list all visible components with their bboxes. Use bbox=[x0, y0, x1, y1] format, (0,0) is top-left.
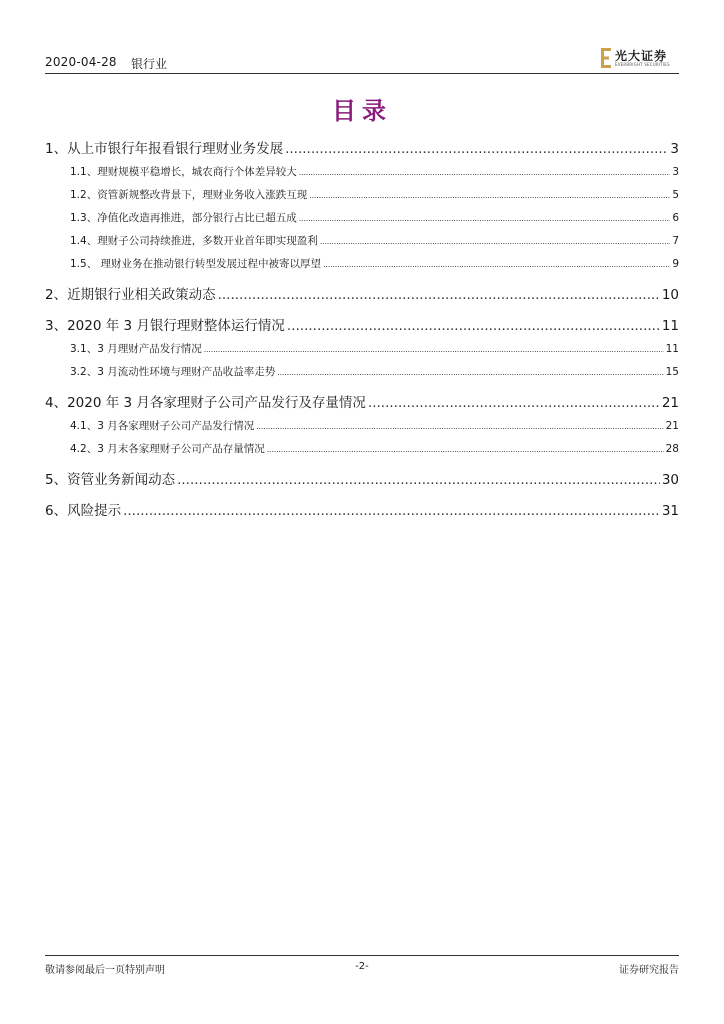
toc-subsection-page: 6 bbox=[672, 212, 679, 224]
toc-subsection-link[interactable] bbox=[45, 161, 679, 184]
toc-section-title: 4、2020 年 3 月各家理财子公司产品发行及存量情况 bbox=[45, 395, 366, 411]
company-logo bbox=[601, 47, 679, 71]
toc-subsection-page: 9 bbox=[672, 258, 679, 270]
toc-section-page: 3 bbox=[670, 141, 679, 157]
toc-subsection-link[interactable] bbox=[45, 338, 679, 361]
dot-leader bbox=[309, 184, 670, 207]
page-header bbox=[45, 47, 679, 73]
dot-leader bbox=[287, 315, 660, 338]
toc-subsection-title: 3.1、3 月理财产品发行情况 bbox=[70, 343, 202, 355]
toc-subsection-page: 7 bbox=[672, 235, 679, 247]
toc-subsection-page: 21 bbox=[665, 420, 679, 432]
toc-section-link[interactable] bbox=[45, 284, 679, 307]
dot-leader bbox=[277, 361, 663, 384]
dot-leader bbox=[368, 392, 660, 415]
toc-subsection-link[interactable] bbox=[45, 253, 679, 276]
toc-section-page: 10 bbox=[661, 287, 679, 303]
everbright-logo-icon bbox=[601, 48, 612, 68]
dot-leader bbox=[323, 253, 670, 276]
toc-subsection-link[interactable] bbox=[45, 184, 679, 207]
dot-leader bbox=[256, 415, 663, 438]
dot-leader bbox=[299, 161, 671, 184]
toc-section-title: 5、资管业务新闻动态 bbox=[45, 472, 176, 488]
logo-text-en: EVERBRIGHT SECURITIES bbox=[615, 62, 670, 67]
table-of-contents bbox=[45, 137, 679, 523]
toc-section-link[interactable] bbox=[45, 469, 679, 492]
toc-section-title: 6、风险提示 bbox=[45, 503, 122, 519]
dot-leader bbox=[204, 338, 664, 361]
toc-section-page: 30 bbox=[661, 472, 679, 488]
toc-subsection-title: 4.2、3 月末各家理财子公司产品存量情况 bbox=[70, 443, 265, 455]
toc-section-link[interactable] bbox=[45, 500, 679, 523]
dot-leader bbox=[320, 230, 671, 253]
dot-leader bbox=[299, 207, 671, 230]
toc-section-link[interactable] bbox=[45, 315, 679, 338]
toc-subsection-link[interactable] bbox=[45, 438, 679, 461]
toc-section-title: 2、近期银行业相关政策动态 bbox=[45, 287, 216, 303]
dot-leader bbox=[218, 284, 660, 307]
toc-section-link[interactable] bbox=[45, 392, 679, 415]
report-date: 2020-04-28 bbox=[45, 55, 117, 69]
toc-section-page: 11 bbox=[661, 318, 679, 334]
toc-subsection-link[interactable] bbox=[45, 415, 679, 438]
toc-subsection-link[interactable] bbox=[45, 230, 679, 253]
header-divider bbox=[45, 73, 679, 74]
footer-disclaimer: 敬请参阅最后一页特别声明 bbox=[45, 965, 165, 976]
dot-leader bbox=[123, 500, 660, 523]
report-sector: 银行业 bbox=[131, 57, 168, 71]
dot-leader bbox=[177, 469, 660, 492]
footer-divider bbox=[45, 955, 679, 956]
toc-subsection-title: 1.3、净值化改造再推进，部分银行占比已超五成 bbox=[70, 212, 297, 224]
toc-subsection-title: 4.1、3 月各家理财子公司产品发行情况 bbox=[70, 420, 255, 432]
toc-subsection-link[interactable] bbox=[45, 207, 679, 230]
toc-subsection-page: 3 bbox=[672, 166, 679, 178]
toc-subsection-title: 1.5、 理财业务在推动银行转型发展过程中被寄以厚望 bbox=[70, 258, 322, 270]
toc-subsection-page: 11 bbox=[665, 343, 679, 355]
logo-text-cn: 光大证券 bbox=[615, 49, 668, 63]
toc-section-link[interactable] bbox=[45, 138, 679, 161]
page-footer bbox=[45, 961, 679, 975]
dot-leader bbox=[285, 138, 668, 161]
toc-subsection-title: 1.2、资管新规整改背景下，理财业务收入涨跌互现 bbox=[70, 189, 308, 201]
toc-section-page: 31 bbox=[661, 503, 679, 519]
page-number: -2- bbox=[355, 961, 369, 972]
toc-section-title: 1、从上市银行年报看银行理财业务发展 bbox=[45, 141, 284, 157]
toc-title: 目录 bbox=[332, 97, 392, 125]
dot-leader bbox=[267, 438, 664, 461]
toc-subsection-link[interactable] bbox=[45, 361, 679, 384]
toc-subsection-title: 3.2、3 月流动性环境与理财产品收益率走势 bbox=[70, 366, 276, 378]
toc-subsection-title: 1.1、理财规模平稳增长，城农商行个体差异较大 bbox=[70, 166, 297, 178]
toc-subsection-title: 1.4、理财子公司持续推进，多数开业首年即实现盈利 bbox=[70, 235, 318, 247]
toc-subsection-page: 15 bbox=[665, 366, 679, 378]
toc-section-page: 21 bbox=[661, 395, 679, 411]
footer-doc-type: 证券研究报告 bbox=[619, 965, 679, 976]
toc-subsection-page: 5 bbox=[672, 189, 679, 201]
toc-subsection-page: 28 bbox=[665, 443, 679, 455]
toc-section-title: 3、2020 年 3 月银行理财整体运行情况 bbox=[45, 318, 285, 334]
